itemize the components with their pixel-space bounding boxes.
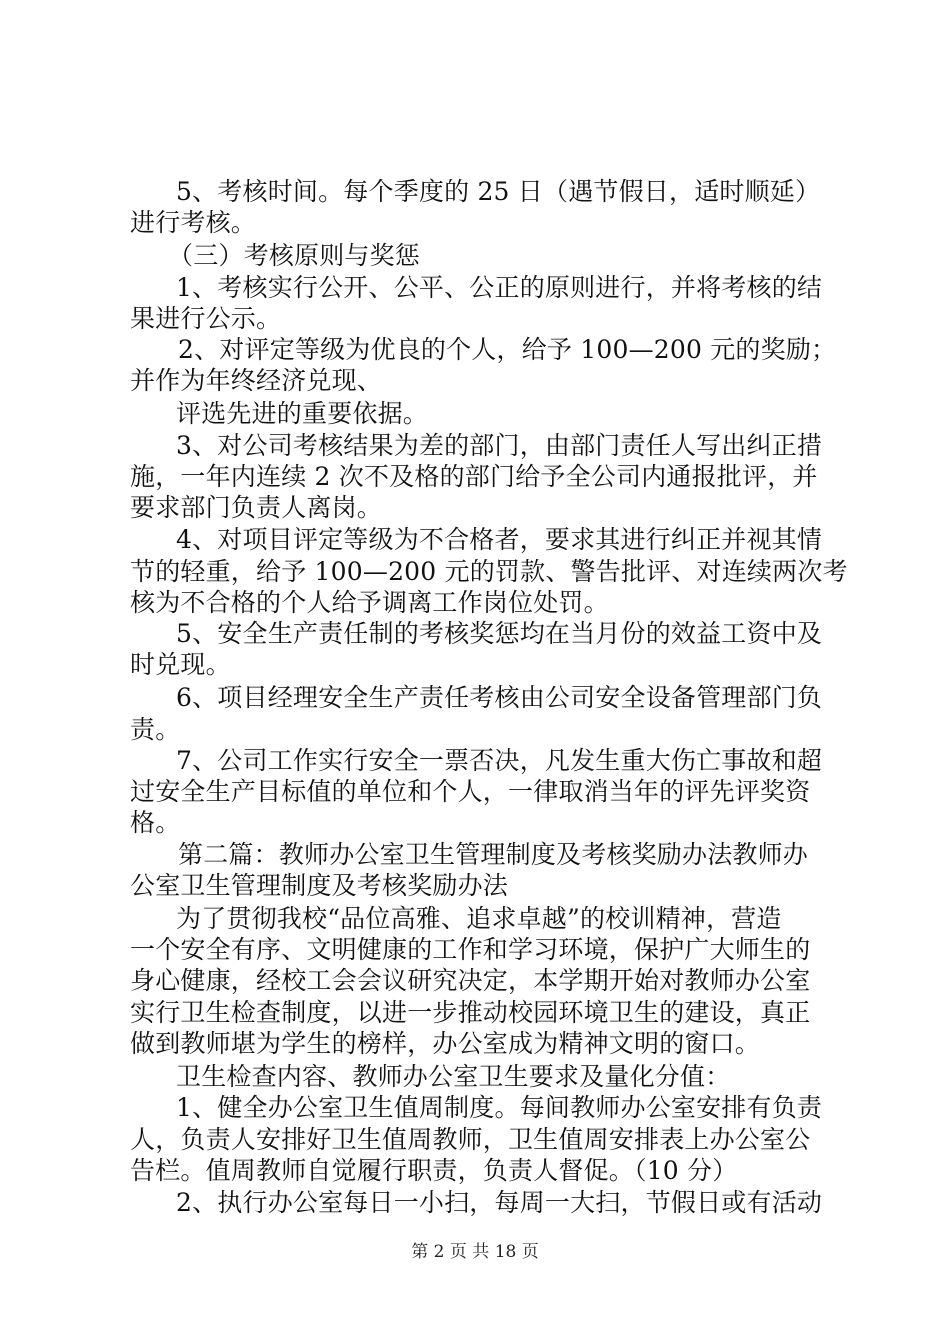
page-number: 第 2 页 共 18 页 (411, 1242, 539, 1262)
text-line: 并作为年终经济兑现、 (130, 366, 383, 395)
text-line: 一个安全有序、文明健康的工作和学习环境，保护广大师生的 (130, 935, 811, 964)
text-line: 节的轻重，给予 100—200 元的罚款、警告批评、对连续两次考 (130, 557, 848, 586)
text-line: 实行卫生检查制度，以进一步推动校园环境卫生的建设，真正 (130, 998, 811, 1027)
text-line: 1、考核实行公开、公平、公正的原则进行，并将考核的结 (176, 273, 823, 302)
text-line: 卫生检查内容、教师办公室卫生要求及量化分值： (176, 1062, 731, 1091)
text-line: 2、执行办公室每日一小扫，每周一大扫，节假日或有活动 (176, 1188, 823, 1217)
text-line: 果进行公示。 (130, 304, 282, 333)
text-line: 告栏。值周教师自觉履行职责，负责人督促。（10 分） (130, 1156, 738, 1185)
text-line: 评选先进的重要依据。 (176, 399, 429, 428)
text-line: 要求部门负责人离岗。 (130, 493, 383, 522)
text-line: 核为不合格的个人给予调离工作岗位处罚。 (130, 588, 609, 617)
text-line: 时兑现。 (130, 650, 231, 679)
text-line: 7、公司工作实行安全一票否决，凡发生重大伤亡事故和超 (176, 746, 823, 775)
text-line: 4、对项目评定等级为不合格者，要求其进行纠正并视其情 (176, 525, 823, 554)
chapter-title: 公室卫生管理制度及考核奖励办法 (130, 871, 509, 900)
text-line: 过安全生产目标值的单位和个人，一律取消当年的评先评奖资 (130, 777, 811, 806)
text-line: 3、对公司考核结果为差的部门，由部门责任人写出纠正措 (176, 431, 823, 460)
text-line: 5、考核时间。每个季度的 25 日（遇节假日，适时顺延） (176, 177, 821, 206)
text-line: 做到教师堪为学生的榜样，办公室成为精神文明的窗口。 (130, 1029, 761, 1058)
text-line: 施，一年内连续 2 次不及格的部门给予全公司内通报批评，并 (130, 462, 818, 491)
text-line: 责。 (130, 715, 181, 744)
text-line: 2、对评定等级为优良的个人，给予 100—200 元的奖励； (178, 335, 837, 364)
text-line: 身心健康，经校工会会议研究决定，本学期开始对教师办公室 (130, 966, 811, 995)
section-heading: （三）考核原则与奖惩 (168, 241, 421, 270)
text-line: 1、健全办公室卫生值周制度。每间教师办公室安排有负责 (176, 1093, 823, 1122)
text-line: 6、项目经理安全生产责任考核由公司安全设备管理部门负 (176, 683, 823, 712)
text-line: 5、安全生产责任制的考核奖惩均在当月份的效益工资中及 (176, 619, 823, 648)
text-line: 人，负责人安排好卫生值周教师，卫生值周安排表上办公室公 (130, 1125, 811, 1154)
text-line: 格。 (130, 808, 181, 837)
chapter-title: 第二篇：教师办公室卫生管理制度及考核奖励办法教师办 (178, 840, 809, 869)
text-line: 为了贯彻我校“品位高雅、追求卓越”的校训精神，营造 (176, 904, 782, 933)
text-line: 进行考核。 (130, 208, 257, 237)
